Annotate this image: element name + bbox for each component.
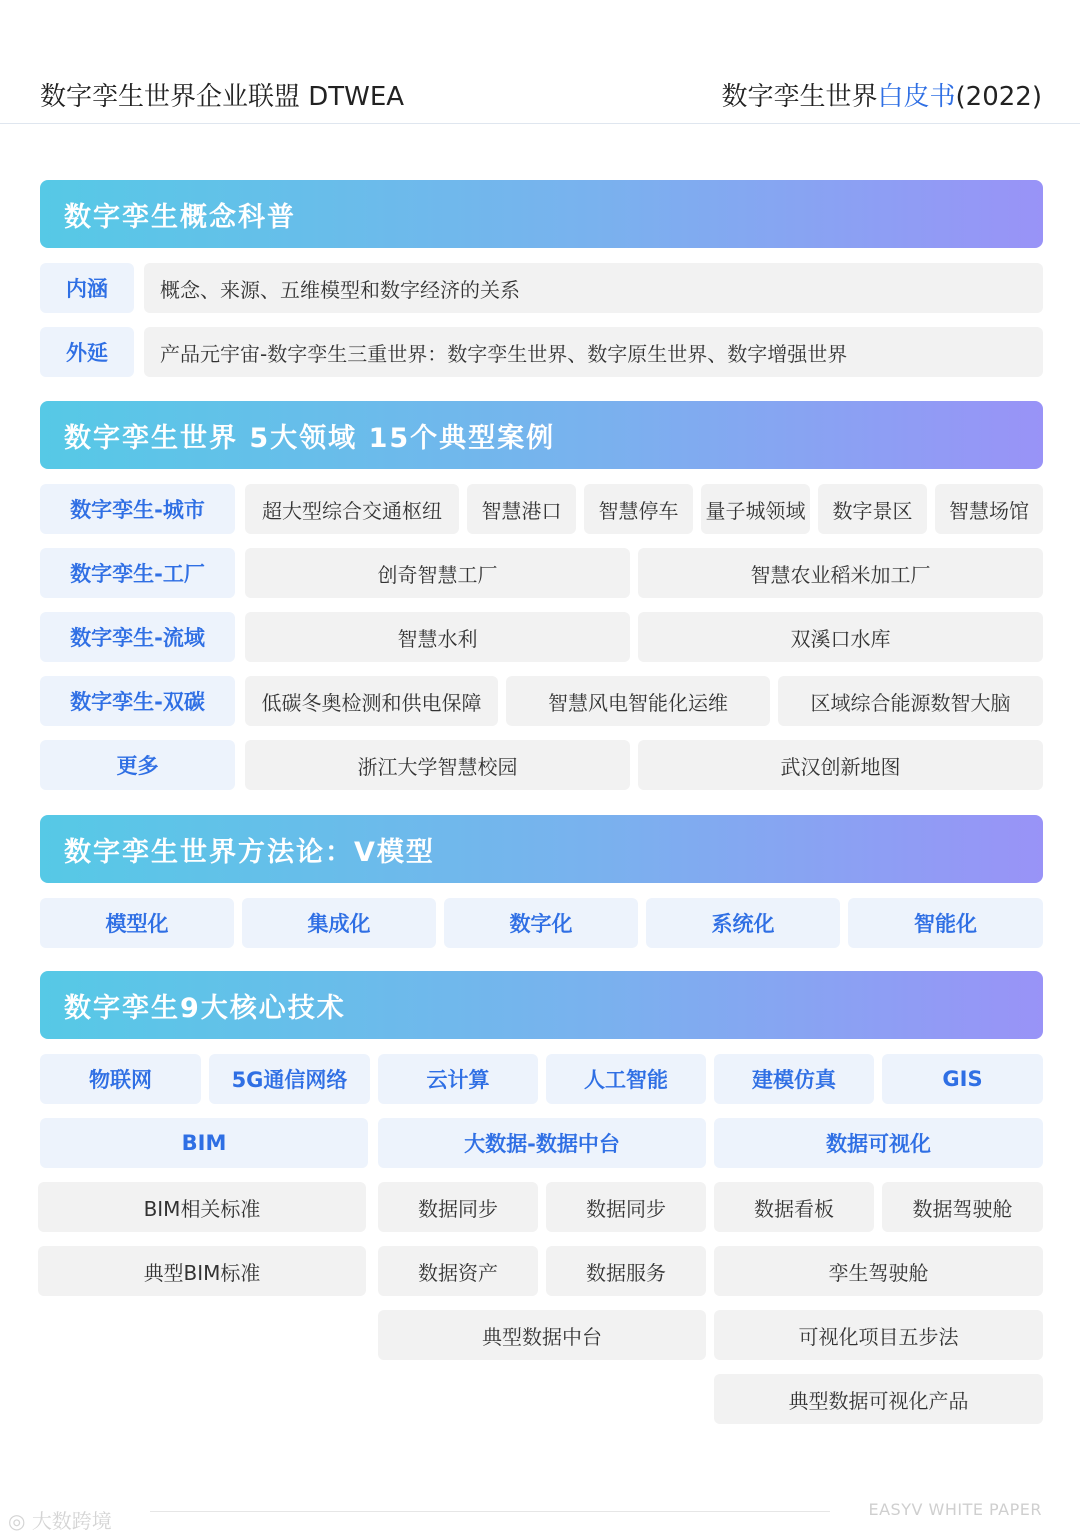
data-item: 数据同步 xyxy=(378,1182,538,1232)
case-item: 武汉创新地图 xyxy=(638,740,1043,790)
concept-label-extension: 外延 xyxy=(40,327,134,377)
vis-item: 典型数据可视化产品 xyxy=(714,1374,1043,1424)
domain-label-city: 数字孪生-城市 xyxy=(40,484,235,534)
footer-brand-text: EASYV WHITE PAPER xyxy=(868,1500,1042,1519)
domain-label-factory: 数字孪生-工厂 xyxy=(40,548,235,598)
case-item: 超大型综合交通枢纽 xyxy=(245,484,459,534)
case-item: 创奇智慧工厂 xyxy=(245,548,630,598)
bim-item: 典型BIM标准 xyxy=(38,1246,366,1296)
vis-item: 数据看板 xyxy=(714,1182,874,1232)
tech-group-bim: BIM xyxy=(40,1118,368,1168)
footer-divider xyxy=(150,1511,830,1512)
tech-group-data-platform: 大数据-数据中台 xyxy=(378,1118,706,1168)
method-item: 模型化 xyxy=(40,898,234,948)
case-item: 智慧港口 xyxy=(467,484,576,534)
tech-item: 云计算 xyxy=(378,1054,538,1104)
header-doc-title xyxy=(722,76,1043,113)
vis-item: 可视化项目五步法 xyxy=(714,1310,1043,1360)
watermark-text: 大数跨境 xyxy=(31,1509,112,1533)
bim-item: BIM相关标准 xyxy=(38,1182,366,1232)
method-item: 集成化 xyxy=(242,898,436,948)
method-item: 数字化 xyxy=(444,898,638,948)
case-item: 智慧农业稻米加工厂 xyxy=(638,548,1043,598)
tech-item: 人工智能 xyxy=(546,1054,706,1104)
case-item: 智慧场馆 xyxy=(935,484,1043,534)
domain-label-basin: 数字孪生-流域 xyxy=(40,612,235,662)
header-org-title: 数字孪生世界企业联盟 DTWEA xyxy=(40,82,405,112)
watermark-icon: ◎ xyxy=(8,1509,32,1533)
header-divider xyxy=(0,123,1080,124)
case-item: 双溪口水库 xyxy=(638,612,1043,662)
case-item: 智慧风电智能化运维 xyxy=(506,676,770,726)
tech-item: 物联网 xyxy=(40,1054,201,1104)
tech-item: 建模仿真 xyxy=(714,1054,874,1104)
section-banner-cases: 数字孪生世界 5大领域 15个典型案例 xyxy=(40,401,1043,469)
domain-label-more: 更多 xyxy=(40,740,235,790)
tech-group-visualization: 数据可视化 xyxy=(714,1118,1043,1168)
data-item: 数据服务 xyxy=(546,1246,706,1296)
case-item: 区域综合能源数智大脑 xyxy=(778,676,1043,726)
section-banner-tech: 数字孪生9大核心技术 xyxy=(40,971,1043,1039)
data-item: 数据同步 xyxy=(546,1182,706,1232)
method-item: 智能化 xyxy=(848,898,1043,948)
data-item: 数据资产 xyxy=(378,1246,538,1296)
case-item: 浙江大学智慧校园 xyxy=(245,740,630,790)
case-item: 量子城领域 xyxy=(701,484,810,534)
doc-title-suffix: (2022) xyxy=(955,82,1042,112)
doc-title-prefix: 数字孪生世界 xyxy=(721,82,878,112)
section-banner-methodology: 数字孪生世界方法论：V模型 xyxy=(40,815,1043,883)
case-item: 低碳冬奥检测和供电保障 xyxy=(245,676,498,726)
data-item: 典型数据中台 xyxy=(378,1310,706,1360)
doc-title-highlight: 白皮书 xyxy=(877,82,956,112)
case-item: 智慧水利 xyxy=(245,612,630,662)
domain-label-carbon: 数字孪生-双碳 xyxy=(40,676,235,726)
tech-item: 5G通信网络 xyxy=(209,1054,370,1104)
watermark-logo xyxy=(8,1505,112,1534)
vis-item: 孪生驾驶舱 xyxy=(714,1246,1043,1296)
concept-label-connotation: 内涵 xyxy=(40,263,134,313)
concept-text-connotation: 概念、来源、五维模型和数字经济的关系 xyxy=(144,263,1043,313)
method-item: 系统化 xyxy=(646,898,840,948)
case-item: 数字景区 xyxy=(818,484,927,534)
tech-item: GIS xyxy=(882,1054,1043,1104)
vis-item: 数据驾驶舱 xyxy=(882,1182,1043,1232)
concept-text-extension: 产品元宇宙-数字孪生三重世界：数字孪生世界、数字原生世界、数字增强世界 xyxy=(144,327,1043,377)
case-item: 智慧停车 xyxy=(584,484,693,534)
section-banner-concept: 数字孪生概念科普 xyxy=(40,180,1043,248)
